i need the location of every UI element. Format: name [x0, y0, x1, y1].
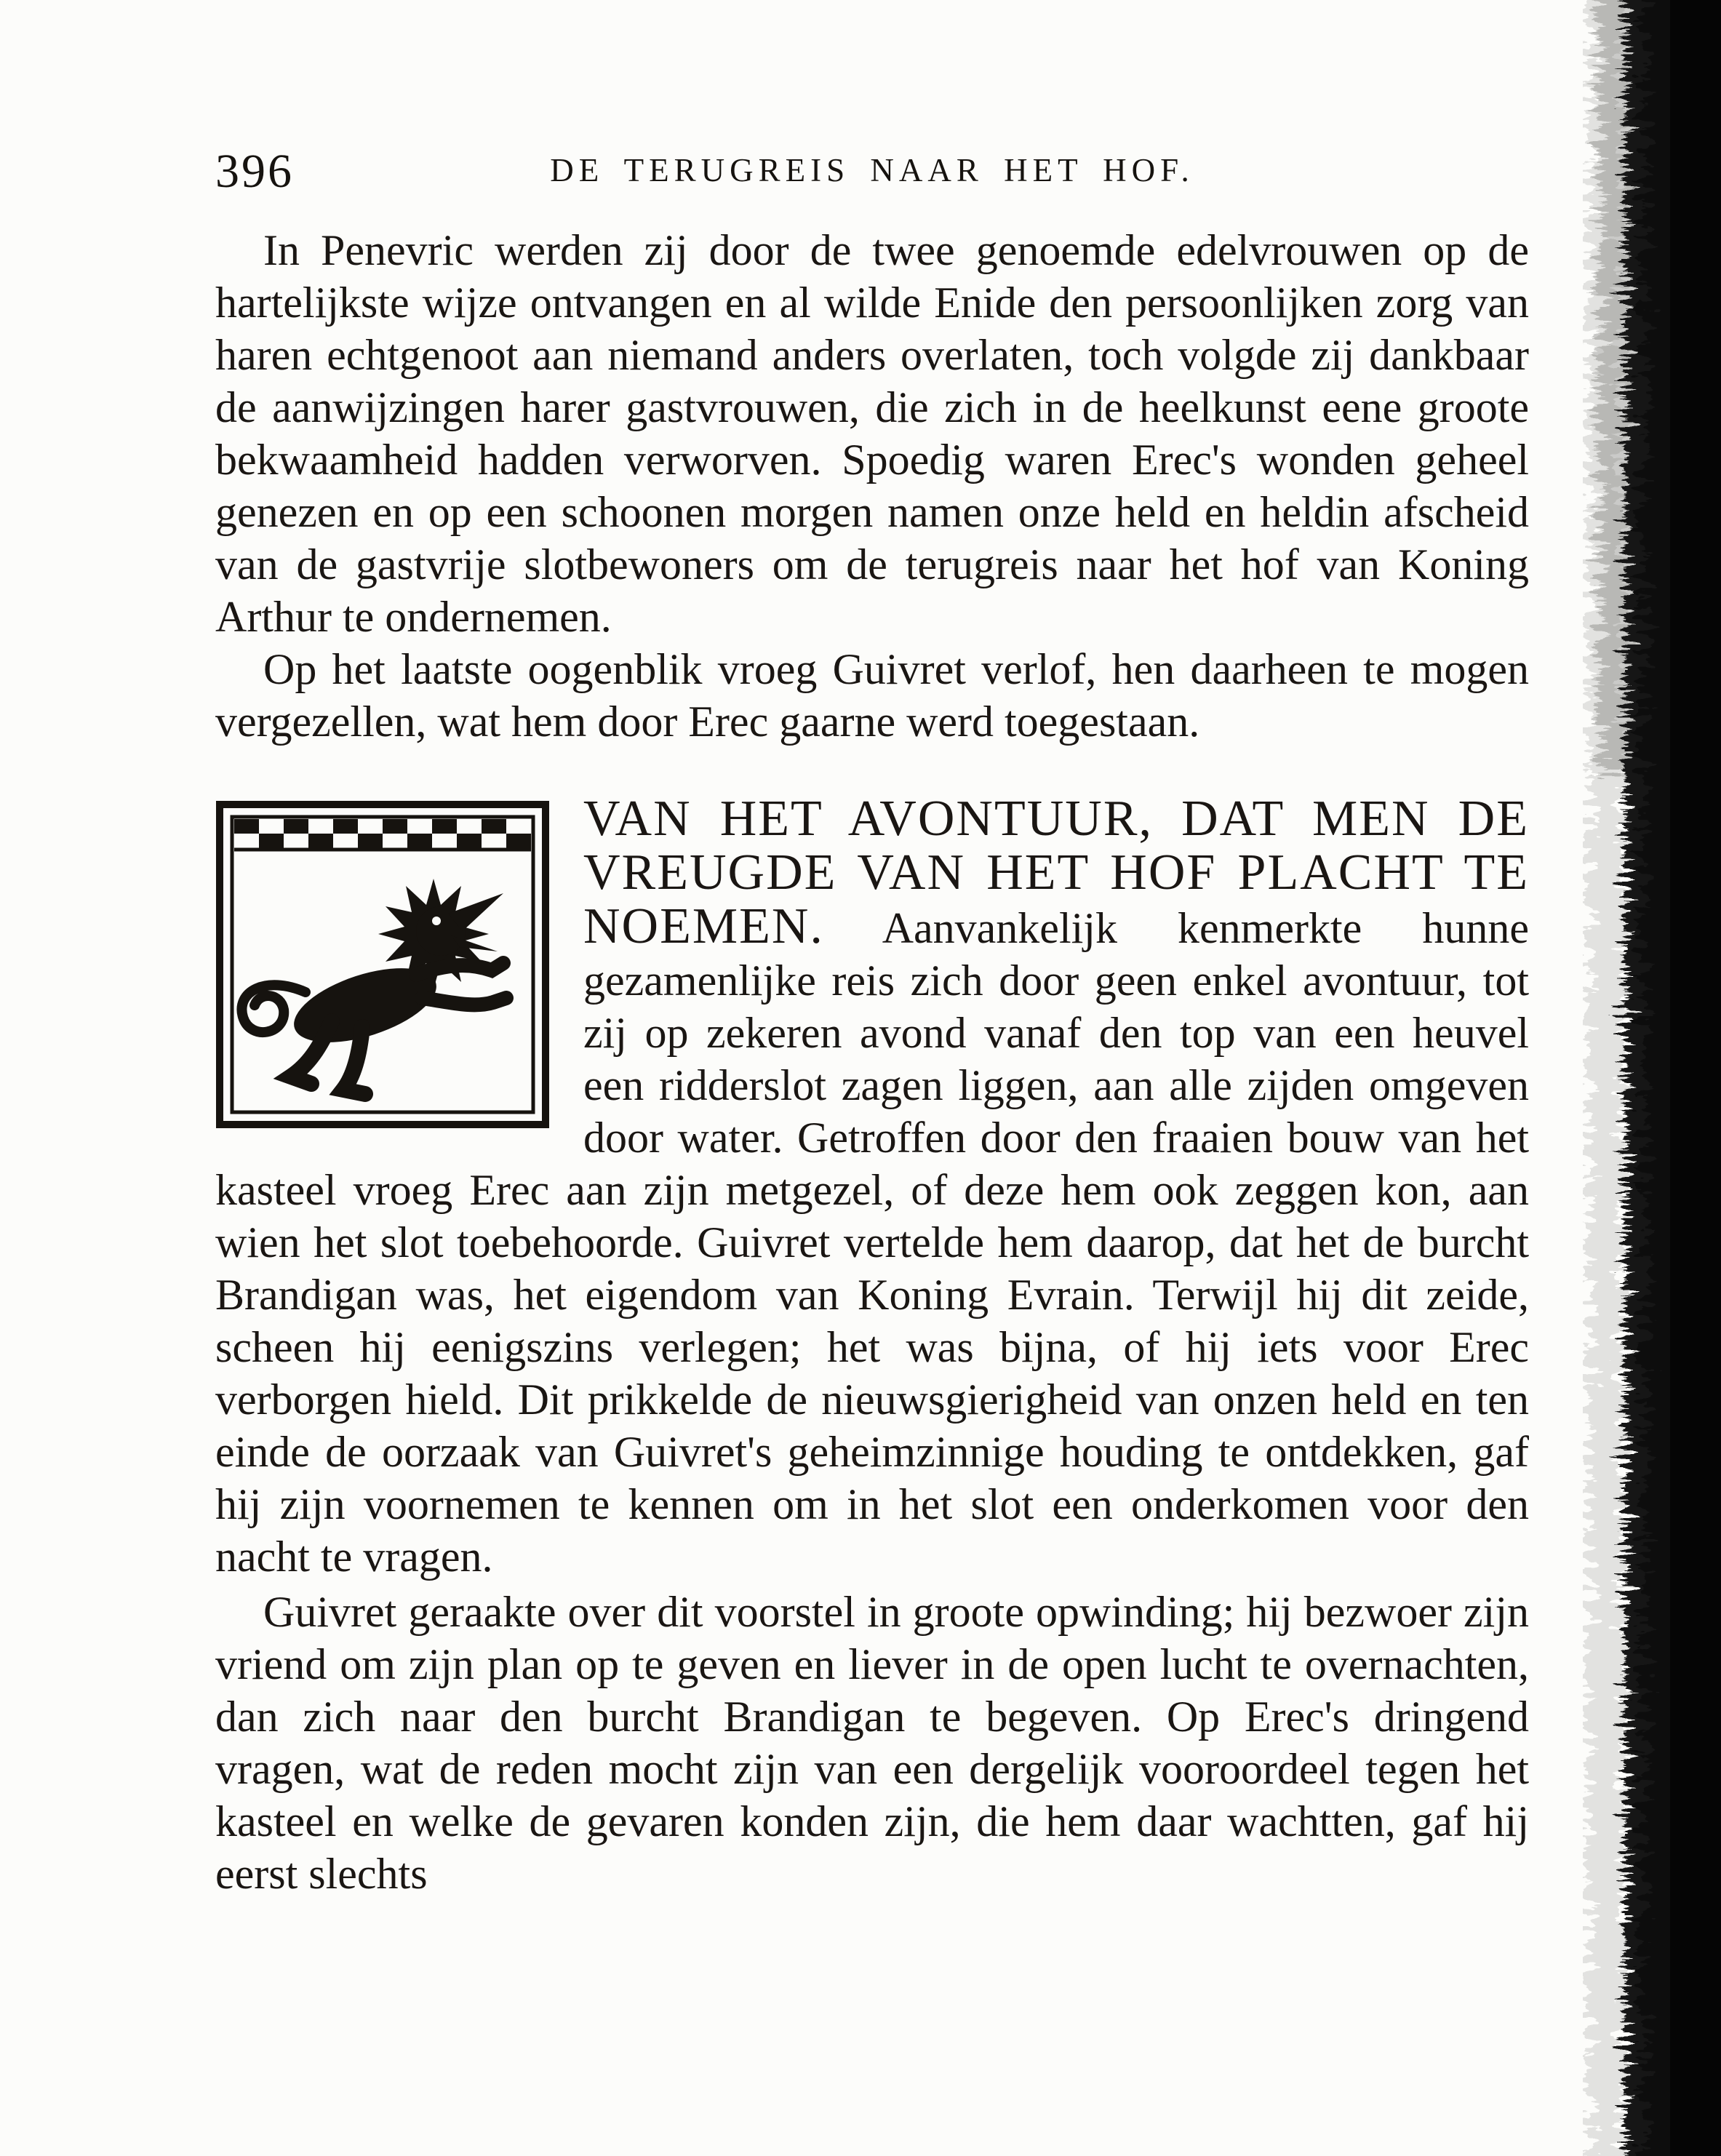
section-paragraph: [215, 793, 1529, 1583]
paragraph-2: Op het laatste oogenblik vroeg Guivret verlof, hen daarheen te mogen vergezellen, wat hem door Erec gaarne werd toegestaan.: [215, 645, 1529, 746]
section-opening-text: VAN HET AVONTUUR, DAT MEN DE VREUGDE VAN HET HOF PLACHT TE NOEMEN.: [583, 791, 1529, 954]
page-header: [215, 137, 1529, 204]
scan-edge-texture-icon: [1583, 0, 1721, 2156]
section-body-text: Aanvankelijk kenmerkte hunne gezamenlijke reis zich door geen enkel avontuur, tot zij op zekeren avond vanaf den top van een heuvel een ridderslot zagen liggen, aan alle zijden omgeven door water. Getroffen door den fraaien bouw van het kasteel vroeg Erec aan zijn metgezel, of deze hem ook zeggen kon, aan wien het slot toebehoorde. Guivret vertelde hem daarop, dat het de burcht Brandigan was, het eigendom van Koning Evrain. Terwijl hij dit zeide, scheen hij eenigszins verlegen; het was bijna, of hij iets voor Erec verborgen hield. Dit prikkelde de nieuwsgierigheid van onzen held en ten einde de oorzaak van Guivret's geheimzinnige houding te ontdekken, gaf hij zijn voornemen te kennen om in het slot een onderkomen voor den nacht te vragen.: [215, 904, 1529, 1581]
running-header: DE TERUGREIS NAAR HET HOF.: [550, 152, 1194, 188]
woodcut-beast-icon: [215, 800, 550, 1129]
scan-gutter-shadow: [1583, 0, 1721, 2156]
paragraph-4: Guivret geraakte over dit voorstel in groote opwinding; hij bezwoer zijn vriend om zijn plan op te geven en liever in de open lucht te overnachten, dan zich naar den burcht Brandigan te begeven. Op Erec's dringend vragen, wat de reden mocht zijn van een dergelijk vooroordeel tegen het kasteel en welke de gevaren konden zijn, die hem daar wachtten, gaf hij eerst slechts: [215, 1588, 1529, 1898]
paragraph-1: In Penevric werden zij door de twee genoemde edelvrouwen op de hartelijkste wijze ontvangen en al wilde Enide den persoonlijken zorg van haren echtgenoot aan niemand anders overlaten, toch volgde zij dankbaar de aanwijzingen harer gastvrouwen, die zich in de heelkunst eene groote bekwaamheid hadden verworven. Spoedig waren Erec's wonden geheel genezen en op een schoonen morgen namen onze held en heldin afscheid van de gastvrije slotbewoners om de terugreis naar het hof van Koning Arthur te ondernemen.: [215, 226, 1529, 641]
page-number: 396: [215, 145, 294, 198]
woodcut-beast-illustration: [215, 800, 550, 1129]
text-column: [215, 137, 1529, 1900]
